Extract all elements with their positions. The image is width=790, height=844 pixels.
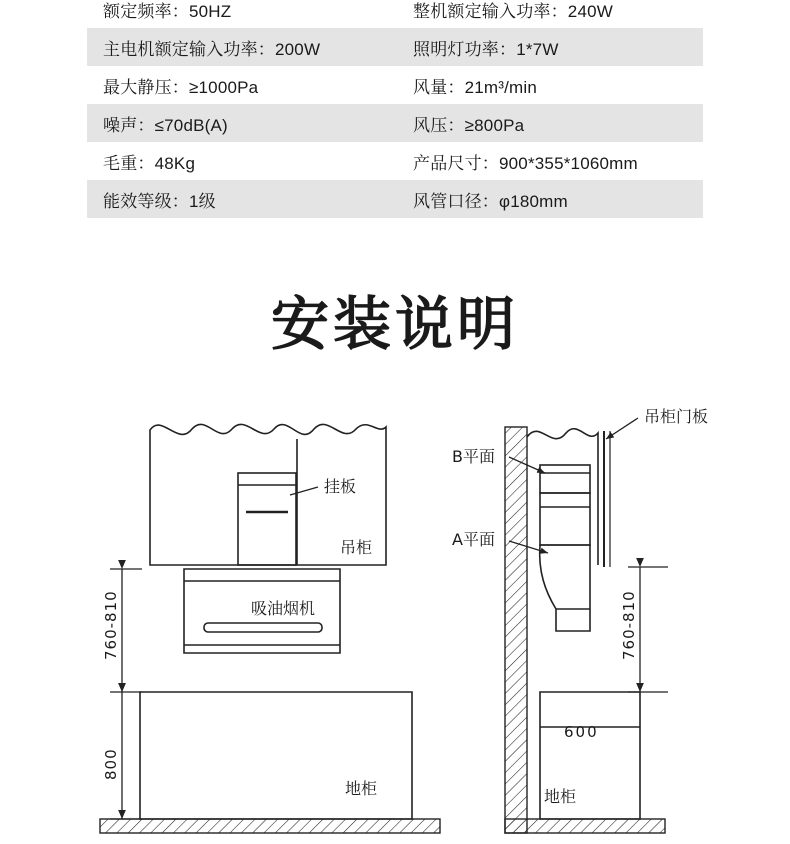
spec-cell: 风压：≥800Pa	[395, 104, 703, 142]
label-plane-b: B平面	[452, 447, 495, 466]
label-floor-cabinet-left: 地柜	[345, 779, 378, 798]
table-row	[87, 104, 703, 142]
spec-cell: 额定频率：50HZ	[87, 0, 395, 28]
table-row	[87, 180, 703, 218]
spec-cell: 噪声：≤70dB(A)	[87, 104, 395, 142]
installation-diagram	[0, 395, 790, 844]
dimension-760-810-right: 760-810	[620, 590, 638, 660]
spec-cell: 风管口径：φ180mm	[395, 180, 703, 218]
spec-cell: 整机额定输入功率：240W	[395, 0, 703, 28]
table-row	[87, 0, 703, 28]
spec-table-body	[87, 0, 703, 218]
label-range-hood: 吸油烟机	[251, 599, 316, 618]
spec-cell: 产品尺寸：900*355*1060mm	[395, 142, 703, 180]
spec-cell: 能效等级：1级	[87, 180, 395, 218]
table-row	[87, 66, 703, 104]
label-cabinet: 吊柜	[340, 538, 373, 557]
spec-cell: 最大静压：≥1000Pa	[87, 66, 395, 104]
specification-table	[87, 0, 703, 218]
dimension-800: 800	[102, 748, 120, 780]
label-floor-cabinet-right: 地柜	[544, 787, 577, 806]
spec-cell: 照明灯功率：1*7W	[395, 28, 703, 66]
table-row	[87, 142, 703, 180]
label-hanging-plate: 挂板	[324, 477, 357, 496]
label-cabinet-door: 吊柜门板	[644, 407, 709, 426]
spec-cell: 毛重：48Kg	[87, 142, 395, 180]
spec-cell: 风量：21m³/min	[395, 66, 703, 104]
label-depth-600: 600	[564, 723, 599, 741]
table-row	[87, 28, 703, 66]
label-plane-a: A平面	[452, 530, 495, 549]
dimension-760-810-left: 760-810	[102, 590, 120, 660]
page-title: 安装说明	[270, 290, 519, 358]
spec-cell: 主电机额定输入功率：200W	[87, 28, 395, 66]
